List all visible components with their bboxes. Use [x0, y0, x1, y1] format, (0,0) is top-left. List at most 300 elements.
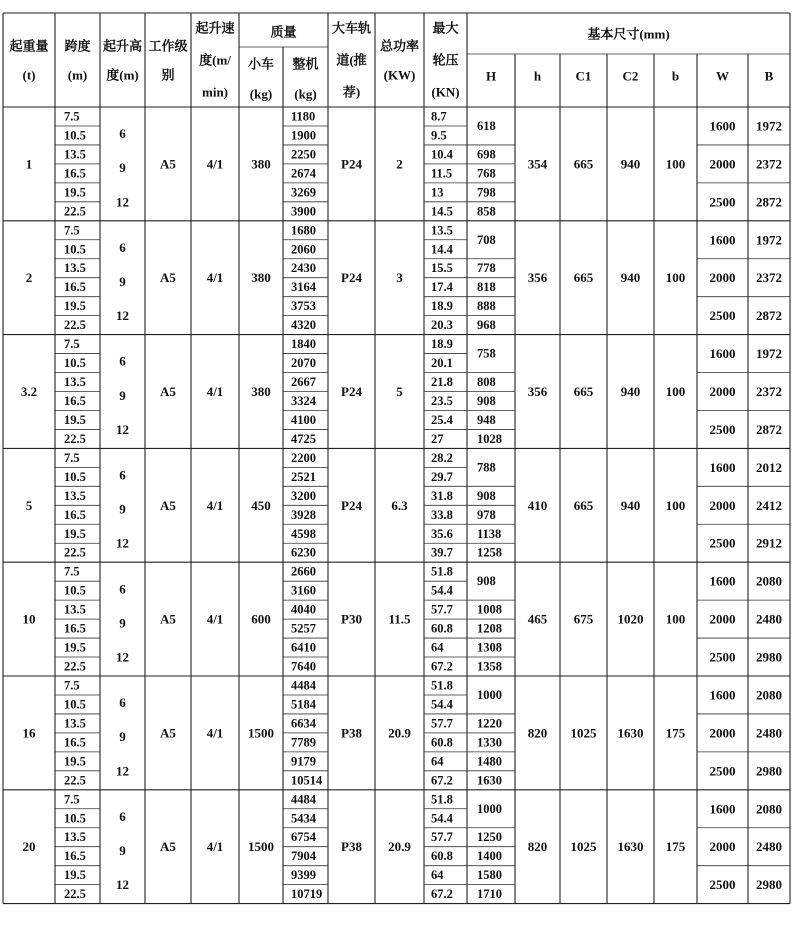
dim-W-cell: 2500: [709, 535, 736, 551]
dim-c2-cell: 1630: [617, 725, 644, 741]
dim-W-cell: 2000: [709, 497, 736, 513]
dim-W-cell: 2000: [709, 270, 736, 286]
dim-c2-cell: 940: [620, 384, 641, 399]
span-cell: 10.5: [64, 469, 86, 484]
dim-W-cell: 1600: [709, 801, 736, 817]
dim-H-cell: 788: [477, 460, 496, 475]
span-cell: 22.5: [64, 887, 86, 902]
dim-H-cell: 1330: [477, 735, 502, 750]
whole-mass-cell: 4484: [291, 678, 316, 693]
span-cell: 13.5: [64, 261, 86, 276]
wheel-load-cell: 20.1: [431, 356, 453, 371]
dim-H-cell: 758: [477, 346, 496, 361]
power-cell: 6.3: [391, 497, 408, 513]
dim-H-cell: 1008: [477, 602, 502, 617]
rail-cell: P30: [341, 611, 362, 627]
power-cell: 20.9: [388, 839, 411, 855]
header-whole-mass: 整机: [292, 56, 319, 72]
dim-c2-cell: 1020: [617, 611, 644, 627]
header-dim-3: C2: [622, 68, 639, 84]
dim-B-cell: 2080: [756, 687, 782, 703]
wheel-load-cell: 60.8: [431, 849, 453, 864]
dim-B-cell: 2480: [756, 839, 782, 855]
whole-mass-cell: 5184: [291, 697, 316, 712]
capacity-cell: 5: [25, 497, 33, 513]
whole-mass-cell: 3200: [291, 488, 316, 503]
wheel-load-cell: 17.4: [431, 280, 453, 295]
span-cell: 19.5: [64, 754, 86, 769]
rail-cell: P24: [341, 497, 362, 513]
header-power: 总功率: [379, 38, 420, 54]
dim-W-cell: 2500: [709, 649, 736, 665]
dim-B-cell: 2480: [756, 611, 782, 627]
whole-mass-cell: 3900: [291, 204, 316, 219]
header-span: (m): [67, 67, 88, 83]
power-cell: 5: [396, 384, 403, 399]
wheel-load-cell: 54.4: [431, 583, 453, 598]
dim-H-cell: 698: [477, 147, 496, 162]
span-cell: 19.5: [64, 868, 86, 883]
span-cell: 22.5: [64, 773, 86, 788]
dim-H-cell: 768: [477, 166, 496, 181]
lift-speed-cell: 4/1: [206, 497, 224, 513]
wheel-load-cell: 18.9: [431, 299, 453, 314]
dim-H-cell: 1138: [477, 526, 502, 541]
rail-cell: P38: [341, 839, 362, 855]
header-basic-dimensions: 基本尺寸(mm): [587, 26, 670, 42]
whole-mass-cell: 2521: [291, 469, 316, 484]
lift-height-cell: 9: [119, 501, 126, 517]
dim-b-cell: 175: [665, 725, 686, 741]
dim-B-cell: 2080: [756, 573, 782, 589]
capacity-cell: 16: [22, 725, 36, 741]
span-cell: 19.5: [64, 640, 86, 655]
dim-B-cell: 2912: [756, 535, 782, 551]
wheel-load-cell: 51.8: [431, 564, 453, 579]
lift-height-cell: 6: [119, 695, 126, 711]
dim-H-cell: 798: [477, 185, 496, 200]
whole-mass-cell: 2250: [291, 147, 316, 162]
dim-H-cell: 858: [477, 204, 496, 219]
dim-H-cell: 888: [477, 299, 496, 314]
wheel-load-cell: 51.8: [431, 678, 453, 693]
wheel-load-cell: 31.8: [431, 488, 453, 503]
header-dim-6: B: [764, 68, 774, 84]
dim-B-cell: 2372: [756, 156, 782, 172]
whole-mass-cell: 4725: [291, 431, 316, 446]
duty-class-cell: A5: [160, 270, 176, 286]
span-cell: 19.5: [64, 299, 86, 314]
dim-c1-cell: 665: [573, 497, 594, 513]
dim-B-cell: 2480: [756, 725, 782, 741]
dim-B-cell: 2080: [756, 801, 782, 817]
power-cell: 20.9: [388, 725, 411, 741]
dim-H-cell: 968: [477, 318, 496, 333]
capacity-cell: 2: [25, 270, 33, 286]
whole-mass-cell: 7640: [291, 659, 316, 674]
wheel-load-cell: 64: [431, 640, 444, 655]
whole-mass-cell: 4320: [291, 318, 316, 333]
whole-mass-cell: 4598: [291, 526, 316, 541]
header-capacity: (t): [22, 67, 36, 83]
dim-H-cell: 708: [477, 232, 496, 247]
whole-mass-cell: 4040: [291, 602, 316, 617]
dim-B-cell: 2412: [756, 497, 782, 513]
lift-height-cell: 6: [119, 353, 126, 369]
lift-height-cell: 9: [119, 729, 126, 745]
lift-height-cell: 6: [119, 467, 126, 483]
span-cell: 7.5: [64, 223, 80, 238]
wheel-load-cell: 67.2: [431, 887, 453, 902]
header-dim-5: W: [716, 68, 729, 84]
span-cell: 7.5: [64, 337, 80, 352]
header-rail: 道(推: [336, 52, 367, 68]
lift-speed-cell: 4/1: [206, 270, 224, 286]
whole-mass-cell: 3753: [291, 299, 316, 314]
dim-B-cell: 2872: [756, 421, 782, 437]
dim-H-cell: 1630: [477, 773, 502, 788]
duty-class-cell: A5: [160, 384, 176, 399]
span-cell: 13.5: [64, 602, 86, 617]
whole-mass-cell: 3928: [291, 507, 316, 522]
lift-height-cell: 9: [119, 387, 126, 403]
span-cell: 7.5: [64, 109, 80, 124]
span-cell: 19.5: [64, 185, 86, 200]
dim-H-cell: 1400: [477, 849, 502, 864]
span-cell: 16.5: [64, 393, 86, 408]
duty-class-cell: A5: [160, 611, 176, 627]
wheel-load-cell: 14.5: [431, 204, 453, 219]
wheel-load-cell: 20.3: [431, 318, 453, 333]
dim-h-cell: 820: [527, 725, 548, 741]
rail-cell: P24: [341, 156, 362, 172]
dim-H-cell: 1220: [477, 716, 502, 731]
dim-H-cell: 1250: [477, 830, 502, 845]
dim-H-cell: 778: [477, 261, 496, 276]
dim-c1-cell: 665: [573, 156, 594, 172]
lift-speed-cell: 4/1: [206, 384, 224, 399]
dim-H-cell: 618: [477, 118, 496, 133]
dim-b-cell: 100: [665, 270, 686, 286]
dim-B-cell: 2372: [756, 384, 782, 399]
wheel-load-cell: 10.4: [431, 147, 453, 162]
dim-B-cell: 1972: [756, 346, 782, 362]
dim-c1-cell: 665: [573, 384, 594, 399]
lift-height-cell: 12: [116, 763, 129, 779]
span-cell: 16.5: [64, 166, 86, 181]
dim-c2-cell: 940: [620, 270, 641, 286]
span-cell: 7.5: [64, 564, 80, 579]
dim-H-cell: 1000: [477, 687, 502, 702]
capacity-cell: 1: [25, 156, 33, 172]
span-cell: 7.5: [64, 450, 80, 465]
wheel-load-cell: 54.4: [431, 697, 453, 712]
trolley-mass-cell: 1500: [248, 839, 274, 855]
lift-height-cell: 12: [116, 308, 129, 324]
rail-cell: P38: [341, 725, 362, 741]
dim-W-cell: 2000: [709, 839, 736, 855]
whole-mass-cell: 9399: [291, 868, 316, 883]
span-cell: 13.5: [64, 830, 86, 845]
dim-H-cell: 948: [477, 412, 496, 427]
dim-b-cell: 175: [665, 839, 686, 855]
whole-mass-cell: 6410: [291, 640, 316, 655]
lift-height-cell: 12: [116, 877, 129, 893]
dim-c2-cell: 940: [620, 497, 641, 513]
capacity-cell: 20: [22, 839, 36, 855]
dim-W-cell: 2500: [709, 194, 736, 210]
header-trolley-mass: 小车: [247, 56, 275, 72]
whole-mass-cell: 2660: [291, 564, 316, 579]
whole-mass-cell: 5257: [291, 621, 316, 636]
wheel-load-cell: 67.2: [431, 773, 453, 788]
span-cell: 10.5: [64, 697, 86, 712]
dim-c1-cell: 675: [573, 611, 594, 627]
dim-B-cell: 1972: [756, 232, 782, 248]
lift-speed-cell: 4/1: [206, 839, 224, 855]
whole-mass-cell: 10514: [291, 773, 323, 788]
header-span: 跨度: [64, 38, 91, 54]
dim-c1-cell: 1025: [570, 839, 597, 855]
whole-mass-cell: 2070: [291, 356, 316, 371]
dim-B-cell: 2872: [756, 194, 782, 210]
lift-height-cell: 12: [116, 535, 129, 551]
dim-B-cell: 2872: [756, 308, 782, 324]
header-duty-class: 别: [161, 67, 175, 83]
wheel-load-cell: 64: [431, 754, 444, 769]
duty-class-cell: A5: [160, 497, 176, 513]
dim-B-cell: 2012: [756, 459, 782, 475]
span-cell: 22.5: [64, 545, 86, 560]
lift-speed-cell: 4/1: [206, 725, 224, 741]
trolley-mass-cell: 380: [251, 384, 271, 399]
span-cell: 13.5: [64, 488, 86, 503]
lift-height-cell: 12: [116, 649, 129, 665]
capacity-cell: 3.2: [20, 384, 38, 399]
header-wheel-load: 轮压: [432, 52, 459, 68]
header-lift-speed: min): [202, 84, 228, 100]
span-cell: 16.5: [64, 735, 86, 750]
trolley-mass-cell: 450: [251, 497, 271, 513]
dim-W-cell: 2500: [709, 421, 736, 437]
dim-H-cell: 908: [477, 574, 496, 589]
wheel-load-cell: 39.7: [431, 545, 453, 560]
dim-W-cell: 2500: [709, 308, 736, 324]
wheel-load-cell: 14.4: [431, 242, 453, 257]
dim-c2-cell: 1630: [617, 839, 644, 855]
header-capacity: 起重量: [9, 38, 49, 54]
lift-height-cell: 6: [119, 239, 126, 255]
lift-speed-cell: 4/1: [206, 156, 224, 172]
lift-height-cell: 9: [119, 842, 126, 858]
header-dim-0: H: [485, 68, 497, 84]
dim-W-cell: 1600: [709, 687, 736, 703]
span-cell: 7.5: [64, 792, 80, 807]
span-cell: 19.5: [64, 526, 86, 541]
dim-b-cell: 100: [665, 611, 686, 627]
whole-mass-cell: 4100: [291, 412, 316, 427]
dim-b-cell: 100: [665, 384, 686, 399]
dim-H-cell: 1710: [477, 887, 502, 902]
span-cell: 10.5: [64, 583, 86, 598]
span-cell: 19.5: [64, 412, 86, 427]
wheel-load-cell: 60.8: [431, 621, 453, 636]
dim-h-cell: 354: [527, 156, 548, 172]
wheel-load-cell: 28.2: [431, 450, 453, 465]
header-lift-speed: 度(m/: [199, 52, 231, 68]
dim-H-cell: 1000: [477, 801, 502, 816]
header-lift-height: 起升高: [102, 38, 143, 54]
dim-W-cell: 2500: [709, 763, 736, 779]
header-trolley-mass: (kg): [249, 86, 273, 102]
wheel-load-cell: 29.7: [431, 469, 453, 484]
span-cell: 22.5: [64, 431, 86, 446]
wheel-load-cell: 54.4: [431, 811, 453, 826]
dim-W-cell: 1600: [709, 459, 736, 475]
dim-h-cell: 356: [527, 384, 548, 399]
span-cell: 10.5: [64, 811, 86, 826]
whole-mass-cell: 1180: [291, 109, 316, 124]
dim-H-cell: 1308: [477, 640, 502, 655]
span-cell: 13.5: [64, 375, 86, 390]
dim-c1-cell: 665: [573, 270, 594, 286]
wheel-load-cell: 51.8: [431, 792, 453, 807]
dim-H-cell: 1028: [477, 431, 502, 446]
wheel-load-cell: 67.2: [431, 659, 453, 674]
wheel-load-cell: 21.8: [431, 375, 453, 390]
header-lift-height: 度(m): [106, 67, 139, 83]
trolley-mass-cell: 380: [251, 270, 271, 286]
dim-b-cell: 100: [665, 497, 686, 513]
whole-mass-cell: 7789: [291, 735, 316, 750]
rail-cell: P24: [341, 384, 362, 399]
header-whole-mass: (kg): [294, 86, 317, 102]
whole-mass-cell: 6230: [291, 545, 316, 560]
wheel-load-cell: 13.5: [431, 223, 453, 238]
wheel-load-cell: 57.7: [431, 830, 453, 845]
dim-H-cell: 818: [477, 280, 496, 295]
dim-W-cell: 2000: [709, 384, 736, 399]
dim-B-cell: 2980: [756, 763, 782, 779]
span-cell: 16.5: [64, 621, 86, 636]
lift-height-cell: 9: [119, 273, 126, 289]
wheel-load-cell: 23.5: [431, 393, 453, 408]
header-duty-class: 工作级: [148, 38, 188, 54]
span-cell: 10.5: [64, 128, 86, 143]
whole-mass-cell: 6634: [291, 716, 316, 731]
dim-H-cell: 908: [477, 393, 496, 408]
span-cell: 7.5: [64, 678, 80, 693]
header-rail: 大车轨: [331, 20, 372, 36]
dim-h-cell: 820: [527, 839, 548, 855]
dim-b-cell: 100: [665, 156, 686, 172]
header-dim-2: C1: [575, 68, 592, 84]
span-cell: 13.5: [64, 147, 86, 162]
span-cell: 22.5: [64, 659, 86, 674]
dim-H-cell: 1580: [477, 868, 502, 883]
header-power: (KW): [383, 67, 416, 83]
lift-height-cell: 9: [119, 160, 126, 176]
wheel-load-cell: 57.7: [431, 602, 453, 617]
trolley-mass-cell: 600: [251, 611, 271, 627]
header-mass: 质量: [270, 24, 297, 40]
dim-W-cell: 1600: [709, 232, 736, 248]
dim-H-cell: 1208: [477, 621, 502, 636]
dim-H-cell: 1358: [477, 659, 502, 674]
lift-height-cell: 6: [119, 808, 126, 824]
whole-mass-cell: 2430: [291, 261, 316, 276]
dim-B-cell: 1972: [756, 118, 782, 134]
dim-W-cell: 1600: [709, 573, 736, 589]
whole-mass-cell: 2667: [291, 375, 316, 390]
wheel-load-cell: 9.5: [431, 128, 447, 143]
whole-mass-cell: 10719: [291, 887, 323, 902]
wheel-load-cell: 60.8: [431, 735, 453, 750]
lift-height-cell: 9: [119, 615, 126, 631]
span-cell: 10.5: [64, 356, 86, 371]
span-cell: 22.5: [64, 318, 86, 333]
header-dim-4: b: [671, 68, 680, 84]
dim-H-cell: 808: [477, 375, 496, 390]
span-cell: 13.5: [64, 716, 86, 731]
dim-H-cell: 1258: [477, 545, 502, 560]
header-wheel-load: 最大: [432, 20, 459, 36]
whole-mass-cell: 2060: [291, 242, 316, 257]
dim-h-cell: 465: [527, 611, 548, 627]
trolley-mass-cell: 380: [251, 156, 271, 172]
dim-c2-cell: 940: [620, 156, 641, 172]
dim-H-cell: 1480: [477, 754, 502, 769]
wheel-load-cell: 25.4: [431, 412, 453, 427]
dim-W-cell: 2500: [709, 877, 736, 893]
header-rail: 荐): [342, 84, 361, 100]
dim-W-cell: 1600: [709, 346, 736, 362]
dim-h-cell: 410: [527, 497, 548, 513]
duty-class-cell: A5: [160, 839, 176, 855]
whole-mass-cell: 6754: [291, 830, 316, 845]
header-wheel-load: (KN): [431, 84, 460, 100]
whole-mass-cell: 3324: [291, 393, 316, 408]
whole-mass-cell: 5434: [291, 811, 316, 826]
trolley-mass-cell: 1500: [248, 725, 274, 741]
whole-mass-cell: 3269: [291, 185, 316, 200]
whole-mass-cell: 2674: [291, 166, 316, 181]
lift-height-cell: 12: [116, 421, 129, 437]
rail-cell: P24: [341, 270, 362, 286]
lift-height-cell: 6: [119, 126, 126, 142]
dim-W-cell: 1600: [709, 118, 736, 134]
wheel-load-cell: 33.8: [431, 507, 453, 522]
span-cell: 16.5: [64, 280, 86, 295]
dim-B-cell: 2372: [756, 270, 782, 286]
duty-class-cell: A5: [160, 156, 176, 172]
power-cell: 3: [396, 270, 403, 286]
whole-mass-cell: 4484: [291, 792, 316, 807]
capacity-cell: 10: [22, 611, 36, 627]
wheel-load-cell: 64: [431, 868, 444, 883]
span-cell: 10.5: [64, 242, 86, 257]
dim-B-cell: 2980: [756, 877, 782, 893]
dim-W-cell: 2000: [709, 725, 736, 741]
header-dim-1: h: [533, 68, 542, 84]
whole-mass-cell: 1840: [291, 337, 316, 352]
wheel-load-cell: 57.7: [431, 716, 453, 731]
whole-mass-cell: 1900: [291, 128, 316, 143]
whole-mass-cell: 2200: [291, 450, 316, 465]
wheel-load-cell: 8.7: [431, 109, 447, 124]
dim-W-cell: 2000: [709, 156, 736, 172]
dim-H-cell: 978: [477, 507, 496, 522]
